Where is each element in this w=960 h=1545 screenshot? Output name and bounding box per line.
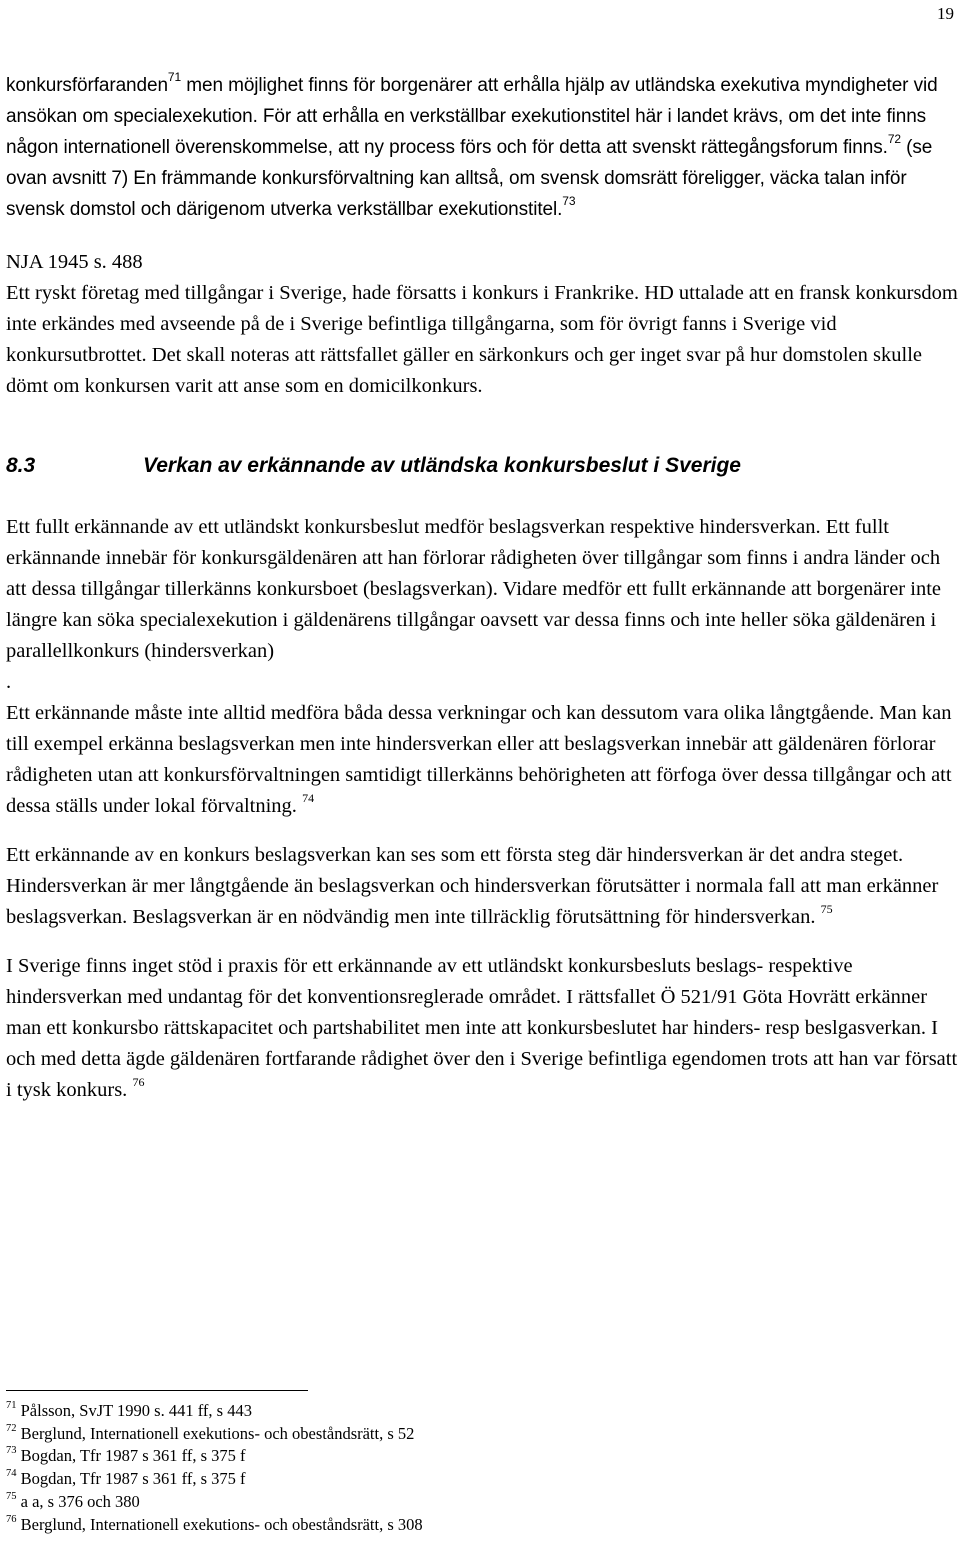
- paragraph-effects-text: Ett erkännande måste inte alltid medföra båda dessa verkningar och kan dessutom vara olika långtgående. Man kan till exempel erkänna beslagsverkan men inte hindersverkan eller att beslagsverkan innebär att gäldenären förlorar rådigheten utan att konkursförvaltningen samtidigt tillerkänns behörigheten att förfoga över dessa tillgångar och att dessa ställs under lokal förvaltning.: [6, 702, 952, 817]
- paragraph-stages: [6, 840, 958, 933]
- page-body: [6, 70, 958, 1106]
- intro-text-2: men möjlighet finns för borgenärer att erhålla hjälp av utländska exekutiva myndigheter vid ansökan om specialexekution. För att erhålla en verkställbar exekutionstitel här i landet krävs, om det inte finns någon internationell överenskommelse, att ny process förs och för detta att svenskt rättegångsforum finns.: [6, 75, 938, 158]
- page-number: 19: [937, 4, 954, 23]
- section-title: Verkan av erkännande av utländska konkursbeslut i Sverige: [143, 454, 741, 477]
- paragraph-sweden-text: I Sverige finns inget stöd i praxis för ett erkännande av ett utländskt konkursbesluts beslags- respektive hindersverkan med undantag för det konventionsreglerade området. I rättsfallet Ö 521/91 Göta Hovrätt erkänner man ett konkursbo rättskapacitet och partshabilitet men inte att konkursbeslutet har hinders- resp beslgasverkan. I och med detta ägde gäldenären fortfarande rådighet över den i Sverige befintliga egendomen trots att han var försatt i tysk konkurs.: [6, 955, 958, 1101]
- footnote-text: Pålsson, SvJT 1990 s. 441 ff, s 443: [20, 1401, 252, 1420]
- case-summary: Ett ryskt företag med tillgångar i Sverige, hade försatts i konkurs i Frankrike. HD uttalade att en fransk konkursdom inte erkändes med avseende på de i Sverige befintliga tillgångarna, som för övrigt fanns i Sverige vid konkursutbrottet. Det skall noteras att rättsfallet gäller en särkonkurs och ger inget svar på hur domstolen skulle dömt om konkursen varit att anse som en domicilkonkurs.: [6, 282, 958, 397]
- footnote-ref-74[interactable]: 74: [302, 791, 315, 805]
- intro-text-3: (se ovan avsnitt 7) En främmande konkursförvaltning kan alltså, om svensk domsrätt föreligger, väcka talan inför svensk domstol och därigenom utverka verkställbar exekutionstitel.: [6, 137, 933, 220]
- footnote-text: Berglund, Internationell exekutions- och obeståndsrätt, s 52: [20, 1423, 415, 1443]
- footnote-number: 73: [6, 1445, 17, 1457]
- footnote-text: Bogdan, Tfr 1987 s 361 ff, s 375 f: [20, 1446, 246, 1466]
- footnote-text: Berglund, Internationell exekutions- och obeståndsrätt, s 308: [20, 1514, 423, 1534]
- paragraph-recognition: Ett fullt erkännande av ett utländskt konkursbeslut medför beslagsverkan respektive hindersverkan. Ett fullt erkännande innebär för konkursgäldenären att han förlorar rådigheten över tillgångar som finns i andra länder och att dessa tillgångar tillerkänns konkursboet (beslagsverkan). Vidare medför ett fullt erkännande att borgenärer inte längre kan söka specialexekution i gäldenärens tillgångar oavsett var dessa finns och inte heller söka gäldenären i parallellkonkurs (hindersverkan): [6, 516, 941, 662]
- footnote-ref-71[interactable]: 71: [167, 70, 182, 84]
- footnote-71: [6, 1400, 423, 1423]
- footnotes: [6, 1400, 423, 1536]
- footnote-75: [6, 1491, 423, 1514]
- footnote-text: a a, s 376 och 380: [20, 1491, 140, 1511]
- footnote-number: 76: [6, 1513, 17, 1525]
- paragraph-sweden: [6, 951, 958, 1106]
- footnote-74: [6, 1468, 423, 1491]
- case-reference: NJA 1945 s. 488: [6, 251, 143, 273]
- footnote-72: [6, 1423, 423, 1446]
- footnote-number: 72: [6, 1422, 17, 1434]
- footnote-number: 74: [6, 1468, 17, 1480]
- footnote-73: [6, 1445, 423, 1468]
- section-number: 8.3: [6, 454, 36, 477]
- paragraph-intro: [6, 70, 958, 225]
- footnote-ref-75[interactable]: 75: [820, 902, 833, 916]
- section-heading: [6, 454, 958, 478]
- intro-text-1: konkursförfaranden: [6, 75, 168, 96]
- footnote-76: [6, 1514, 423, 1537]
- footnote-divider: [6, 1390, 308, 1391]
- footnote-ref-73[interactable]: 73: [562, 194, 576, 208]
- footnote-ref-72[interactable]: 72: [887, 132, 901, 146]
- paragraph-recognition-dot: .: [6, 671, 12, 693]
- footnote-text: Bogdan, Tfr 1987 s 361 ff, s 375 f: [20, 1469, 246, 1489]
- paragraph-effects: [6, 698, 958, 822]
- footnote-ref-76[interactable]: 76: [132, 1075, 145, 1089]
- footnote-number: 75: [6, 1490, 17, 1502]
- footnote-number: 71: [6, 1400, 17, 1411]
- paragraph-stages-text: Ett erkännande av en konkurs beslagsverkan kan ses som ett första steg där hindersverkan är det andra steget. Hindersverkan är mer långtgående än beslagsverkan och hindersverkan förutsätter i normala fall att man erkänner beslagsverkan. Beslagsverkan är en nödvändig men inte tillräcklig förutsättning för hindersverkan.: [6, 844, 939, 928]
